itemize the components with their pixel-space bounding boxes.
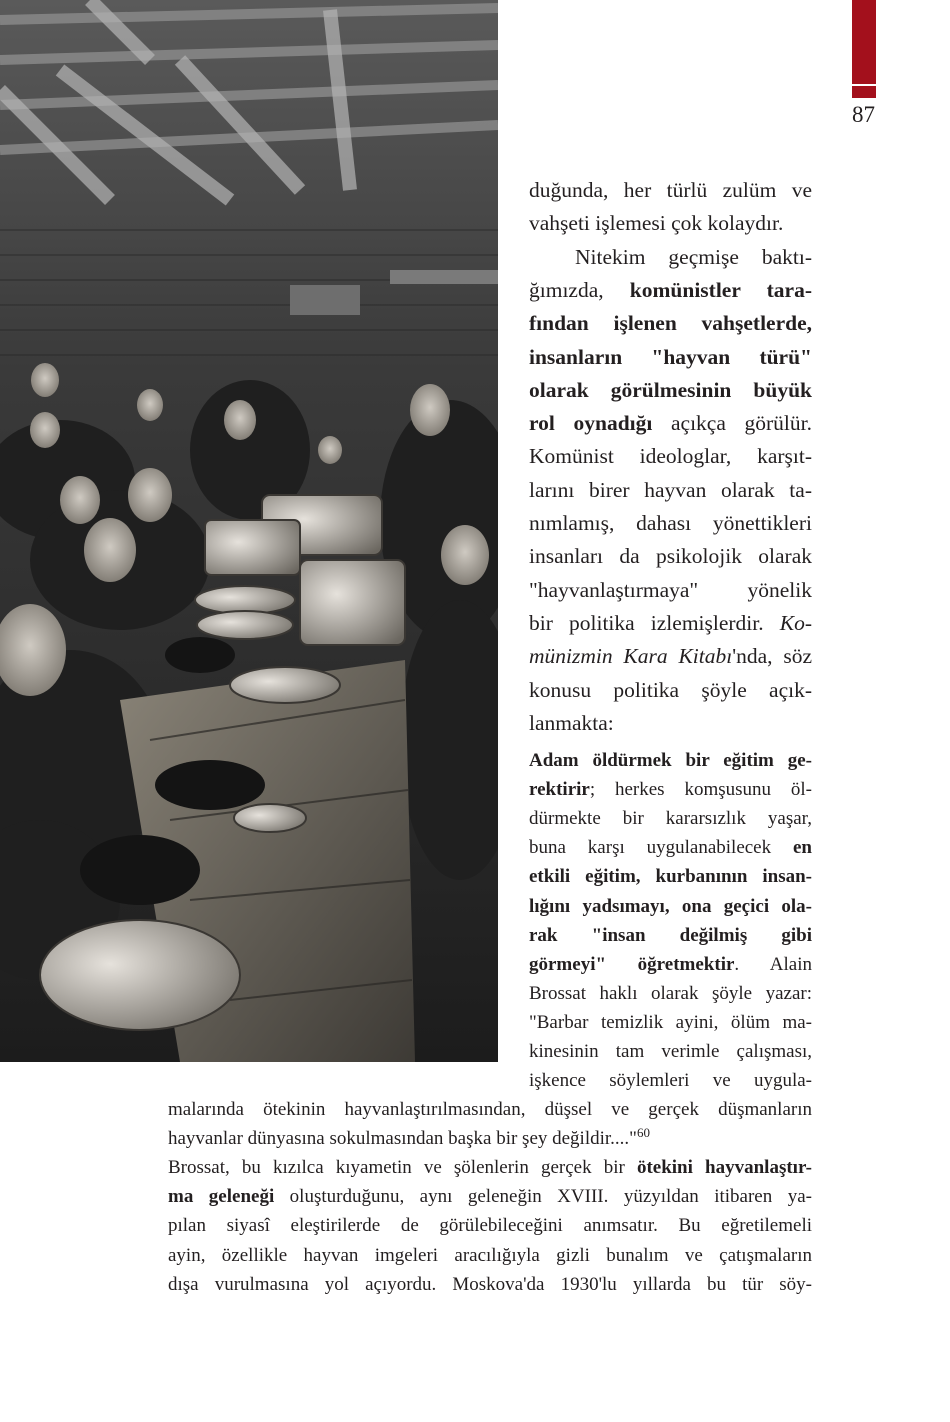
text-run: nımlamış, dahası yönettikleri <box>529 511 812 535</box>
text-run: rektirir <box>529 779 590 801</box>
quote-line <box>529 954 812 976</box>
text-run: pılan siyasî eleştirilerde de görülebileceğini anımsatır. Bu eğretilemeli <box>168 1215 812 1237</box>
col-line <box>529 478 812 503</box>
text-run: ğımızda, <box>529 277 630 302</box>
text-run: larını birer hayvan olarak ta- <box>529 477 812 502</box>
quote-line <box>529 837 812 859</box>
text-run: rak "insan değilmiş gibi <box>529 924 812 946</box>
quote-line <box>529 750 812 772</box>
text-run: vahşeti işlemesi çok kolaydır. <box>529 211 784 236</box>
text-run: . Alain <box>734 953 812 975</box>
text-run: Ko- <box>779 610 812 635</box>
text-run: rol oynadığı <box>529 411 653 436</box>
text-run: ayin, özellikle hayvan imgeleri aracılığıyla gizli bunalım ve çatışmaların <box>168 1244 812 1266</box>
wide-line <box>168 1125 812 1150</box>
wide-line <box>168 1245 812 1267</box>
text-run: etkili eğitim, kurbanının insan- <box>529 866 812 888</box>
quote-line <box>529 1041 812 1063</box>
text-run: ma geleneği <box>168 1186 275 1208</box>
text-run: açıkça görülür. <box>652 411 812 436</box>
col-line <box>529 444 812 469</box>
col-line <box>529 378 812 403</box>
quote-line <box>529 925 812 947</box>
text-run: duğunda, her türlü zulüm ve <box>529 178 812 202</box>
text-run: kinesinin tam verimle çalışması, <box>529 1041 812 1062</box>
text-run: oluşturduğunu, aynı geleneğin XVIII. yüzyıldan itibaren ya- <box>274 1186 812 1208</box>
col-line <box>575 245 812 270</box>
quote-line <box>529 779 812 801</box>
page-accent-bar <box>852 0 876 84</box>
col-line <box>529 544 812 569</box>
soup-kitchen-photo <box>0 0 498 1062</box>
wide-line <box>168 1215 812 1237</box>
text-run: insanları da psikolojik olarak <box>529 544 812 569</box>
col-line <box>529 511 812 536</box>
page-number: 87 <box>852 102 875 127</box>
wide-line <box>168 1157 812 1179</box>
col-line <box>529 411 812 436</box>
wide-line <box>168 1274 812 1296</box>
col-line <box>529 211 812 236</box>
quote-line <box>529 866 812 888</box>
text-run: bir politika izlemişlerdir. <box>529 610 780 635</box>
text-run: hayvanlar dünyasına sokulmasından başka bir şey değildir...." <box>168 1128 637 1150</box>
wide-line <box>168 1186 812 1208</box>
col-line <box>529 611 812 636</box>
text-run: "Barbar temizlik ayini, ölüm ma- <box>529 1011 812 1033</box>
text-run: münizmin Kara Kitabı <box>529 644 733 669</box>
text-run: komünistler tara- <box>629 277 812 302</box>
text-run: Adam öldürmek bir eğitim ge- <box>529 750 812 771</box>
text-run: dürmekte bir kararsızlık yaşar, <box>529 808 812 830</box>
quote-line <box>529 1070 812 1092</box>
col-line <box>529 578 812 603</box>
quote-line <box>529 983 812 1005</box>
text-run: insanların "hayvan türü" <box>529 344 812 369</box>
text-run: 'nda, söz <box>732 644 813 669</box>
text-run: buna karşı uygulanabilecek <box>529 837 793 859</box>
text-run: dışa vurulmasına yol açıyordu. Moskova'da 1930'lu yıllarda bu tür söy- <box>168 1273 812 1295</box>
quote-line <box>529 1012 812 1034</box>
text-run: malarında ötekinin hayvanlaştırılmasından, düşsel ve gerçek düşmanların <box>168 1099 812 1120</box>
text-run: "hayvanlaştırmaya" yönelik <box>529 577 812 602</box>
text-run: Nitekim geçmişe baktı- <box>575 244 812 269</box>
col-line <box>529 678 812 703</box>
col-line <box>529 711 812 736</box>
text-run: lığını yadsımayı, ona geçici ola- <box>529 895 812 917</box>
text-run: Brossat haklı olarak şöyle yazar: <box>529 982 812 1004</box>
col-line <box>529 178 812 203</box>
wide-line <box>168 1099 812 1121</box>
quote-line <box>529 808 812 830</box>
col-line <box>529 644 812 669</box>
col-line <box>529 278 812 303</box>
col-line <box>529 345 812 370</box>
text-run: ötekini hayvanlaştır- <box>636 1157 812 1179</box>
text-run: lanmakta: <box>529 710 614 735</box>
text-run: fından işlenen vahşetlerde, <box>529 311 812 336</box>
text-run: Komünist ideologlar, karşıt- <box>529 444 812 469</box>
text-run: ; herkes komşusunu öl- <box>589 779 812 801</box>
col-line <box>529 311 812 336</box>
text-run: Brossat, bu kızılca kıyametin ve şölenlerin gerçek bir <box>168 1157 637 1179</box>
text-run: konusu politika şöyle açık- <box>529 677 812 702</box>
quote-line <box>529 896 812 918</box>
text-run: olarak görülmesinin büyük <box>529 377 812 402</box>
text-run: en <box>793 837 812 859</box>
text-run: 60 <box>636 1125 650 1141</box>
page-accent-bar-small <box>852 86 876 98</box>
text-run: görmeyi" öğretmektir <box>529 953 735 975</box>
text-run: işkence söylemleri ve uygula- <box>529 1070 812 1092</box>
